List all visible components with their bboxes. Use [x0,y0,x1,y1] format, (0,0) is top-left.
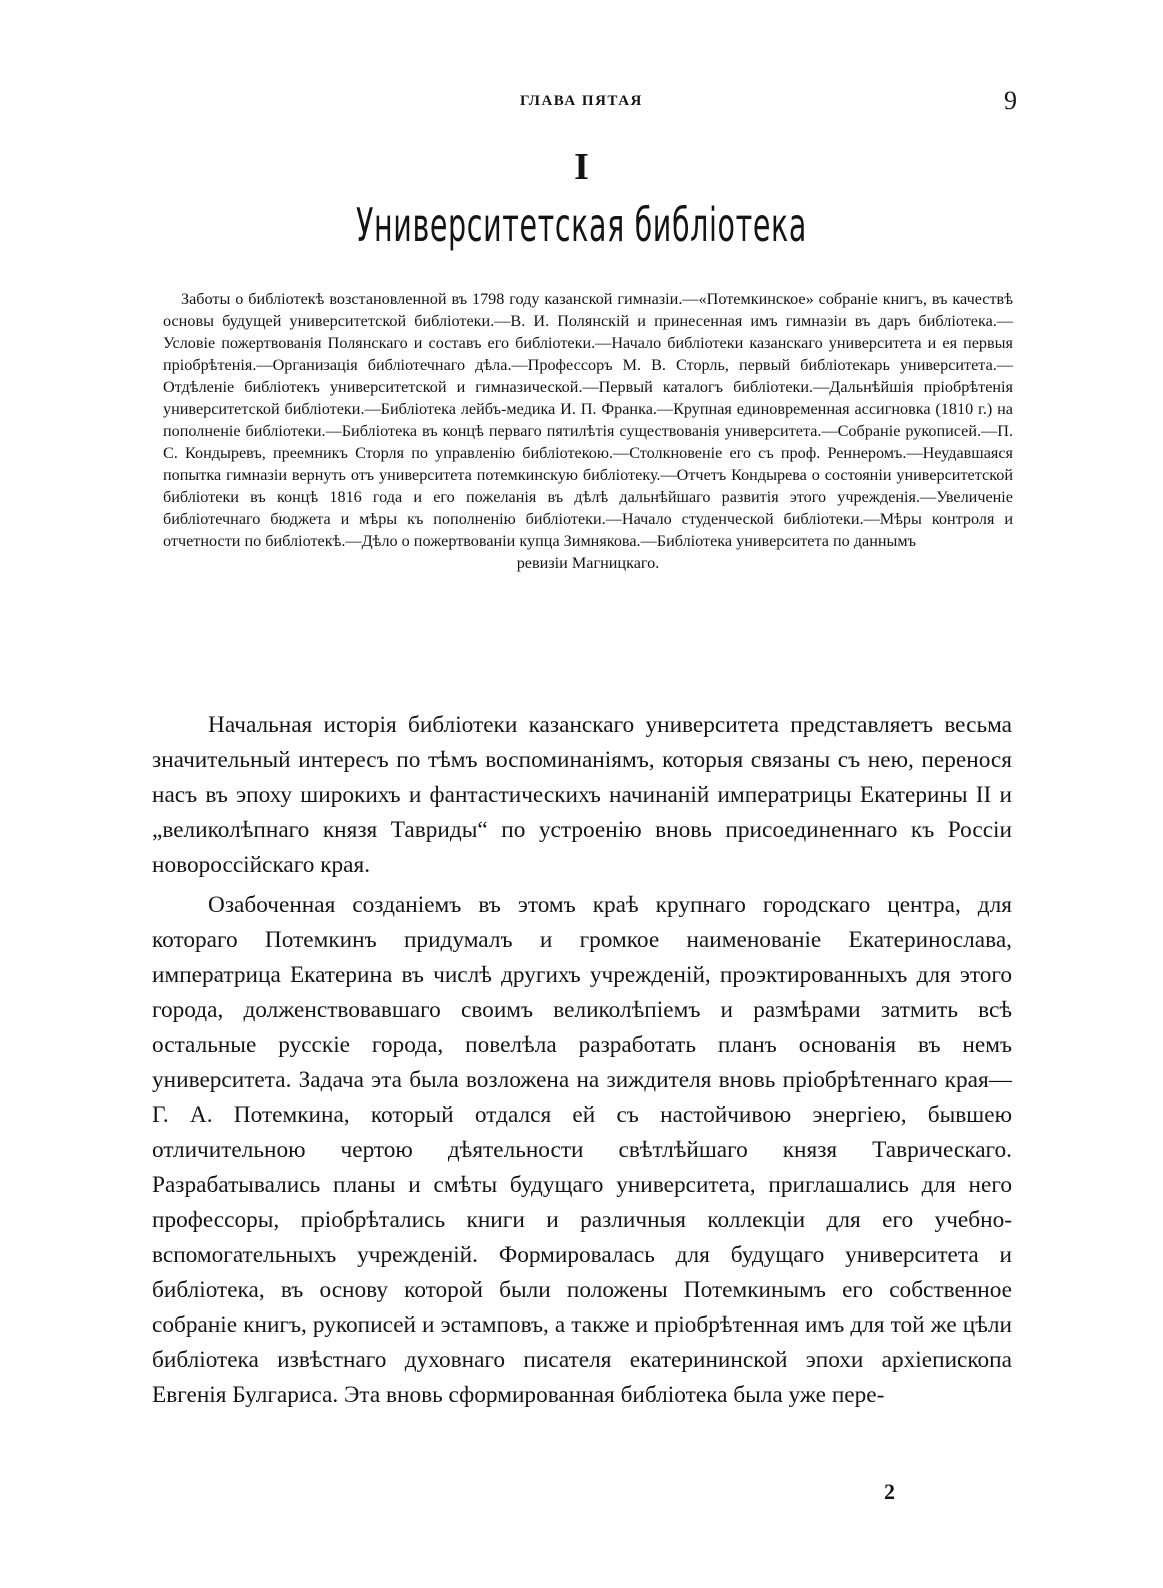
chapter-summary [163,288,1013,574]
signature-mark: 2 [884,1479,895,1504]
section-numeral: I [574,146,589,188]
summary-last-line: ревизiи Магницкаго. [516,554,660,572]
paragraph: Начальная исторiя библiотеки казанскаго университета представляетъ весьма значительный интересъ по тѣмъ воспоминанiямъ, которыя связаны съ нею, перенося насъ въ эпоху широкихъ и фантастическихъ начинанiй императрицы Екатерины II и „великолѣпнаго князя Тавриды“ по устроенiю вновь присоединеннаго къ Россiи новороссiйскаго края. [152,712,1012,878]
running-head: ГЛАВА ПЯТАЯ [520,93,643,109]
paragraph: Озабоченная созданiемъ въ этомъ краѣ крупнаго городскаго центра, для котораго Потемкинъ придумалъ и громкое наименованiе Екатеринослава, императрица Екатерина въ числѣ другихъ учрежденiй, проэктированныхъ для этого города, долженствовавшаго своимъ великолѣпiемъ и размѣрами затмить всѣ остальные русскiе города, повелѣла разработать планъ основанiя въ немъ университета. Задача эта была возложена на зиждителя вновь прiобрѣтеннаго края—Г. А. Потемкина, который отдался ей съ настойчивою энергiею, бывшею отличительною чертою дѣятельности свѣтлѣйшаго князя Таврическаго. Разрабатывались планы и смѣты будущаго университета, приглашались для него профессоры, прiобрѣтались книги и различныя коллекцiи для его учебно-вспомогательныхъ учрежденiй. Формировалась для будущаго университета и библiотека, въ основу которой были положены Потемкинымъ его собственное собранiе книгъ, рукописей и эстамповъ, а также и прiобрѣтенная имъ для той же цѣли библiотека извѣстнаго духовнаго писателя екатерининской эпохи архiепископа Евгенiя Булгариса. Эта вновь сформированная библiотека была уже пере- [152,892,1012,1408]
body-text [152,708,1012,1413]
page-number: 9 [1004,86,1017,115]
chapter-title: Университетская библiотека [356,198,807,252]
summary-text: Заботы о библiотекѣ возстановленной въ 1798 году казанской гимназiи.—«Потемкинское» собранiе книгъ, въ качествѣ основы будущей университетской библiотеки.—В. И. Полянскiй и принесенная имъ гимназiи въ даръ библiотека.—Условiе пожертвованiя Полянскаго и составъ его библiотеки.—Начало библiотеки казанскаго университета и ея первыя прiобрѣтенiя.—Организацiя библiотечнаго дѣла.—Профессоръ М. В. Сторль, первый библiотекарь университета.—Отдѣленiе библiотекъ университетской и гимназической.—Первый каталогъ библiотеки.—Дальнѣйшiя прiобрѣтенiя университетской библiотеки.—Библiотека лейбъ-медика И. П. Франка.—Крупная единовременная ассигновка (1810 г.) на пополненiе библiотеки.—Библiотека въ концѣ перваго пятилѣтiя существованiя университета.—Собранiе рукописей.—П. С. Кондыревъ, преемникъ Сторля по управленiю библiотекою.—Столкновенiе его съ проф. Реннеромъ.—Неудавшаяся попытка гимназiи вернуть отъ университета потемкинскую библiотеку.—Отчетъ Кондырева о состоянiи университетской библiотеки въ концѣ 1816 года и его пожеланiя въ дѣлѣ дальнѣйшаго развитiя этого учрежденiя.—Увеличенiе библiотечнаго бюджета и мѣры къ пополненiю библiотеки.—Начало студенческой библiотеки.—Мѣры контроля и отчетности по библiотекѣ.—Дѣло о пожертвованiи купца Зимнякова.—Библiотека университета по даннымъ [163,290,1013,550]
